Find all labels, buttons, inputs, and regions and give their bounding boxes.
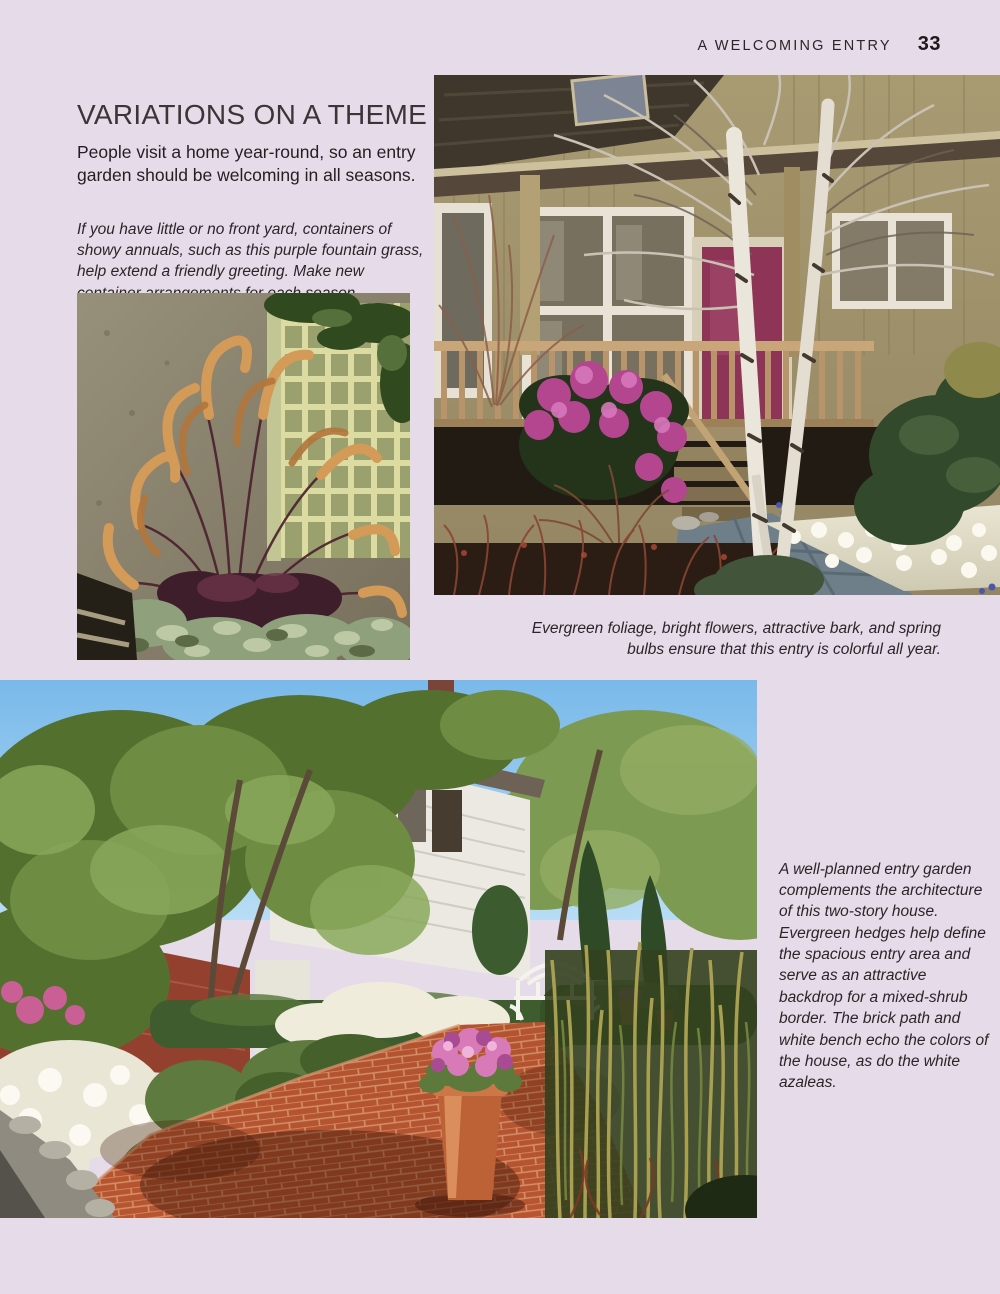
photo-entry-garden bbox=[434, 75, 1000, 595]
fountain-grass-illustration bbox=[77, 293, 410, 660]
intro-paragraph: People visit a home year-round, so an entry garden should be welcoming in all seasons. bbox=[77, 141, 416, 185]
section-title: A WELCOMING ENTRY bbox=[697, 38, 892, 54]
caption-entry-photo: Evergreen foliage, bright flowers, attractive bark, and spring bulbs ensure that this entry is colorful all year. bbox=[531, 619, 941, 658]
page-number: 33 bbox=[917, 33, 941, 55]
caption-path-photo: A well-planned entry garden complements the architecture of this two-story house. Evergreen hedges help define the spacious entry area and serve as an attractive backdrop for a mixed-shrub border. The brick path and white bench echo the colors of the house, as do the white azaleas. bbox=[779, 860, 989, 1092]
running-head bbox=[698, 33, 942, 56]
photo-fountain-grass bbox=[77, 293, 410, 660]
entry-garden-illustration bbox=[434, 75, 1000, 595]
caption-container-photo: If you have little or no front yard, containers of showy annuals, such as this purple fountain grass, help extend a friendly greeting. Make new bbox=[77, 220, 424, 281]
page-title: VARIATIONS ON A THEME bbox=[77, 98, 428, 130]
brick-path-illustration bbox=[0, 680, 757, 1218]
photo-brick-path-garden bbox=[0, 680, 757, 1218]
